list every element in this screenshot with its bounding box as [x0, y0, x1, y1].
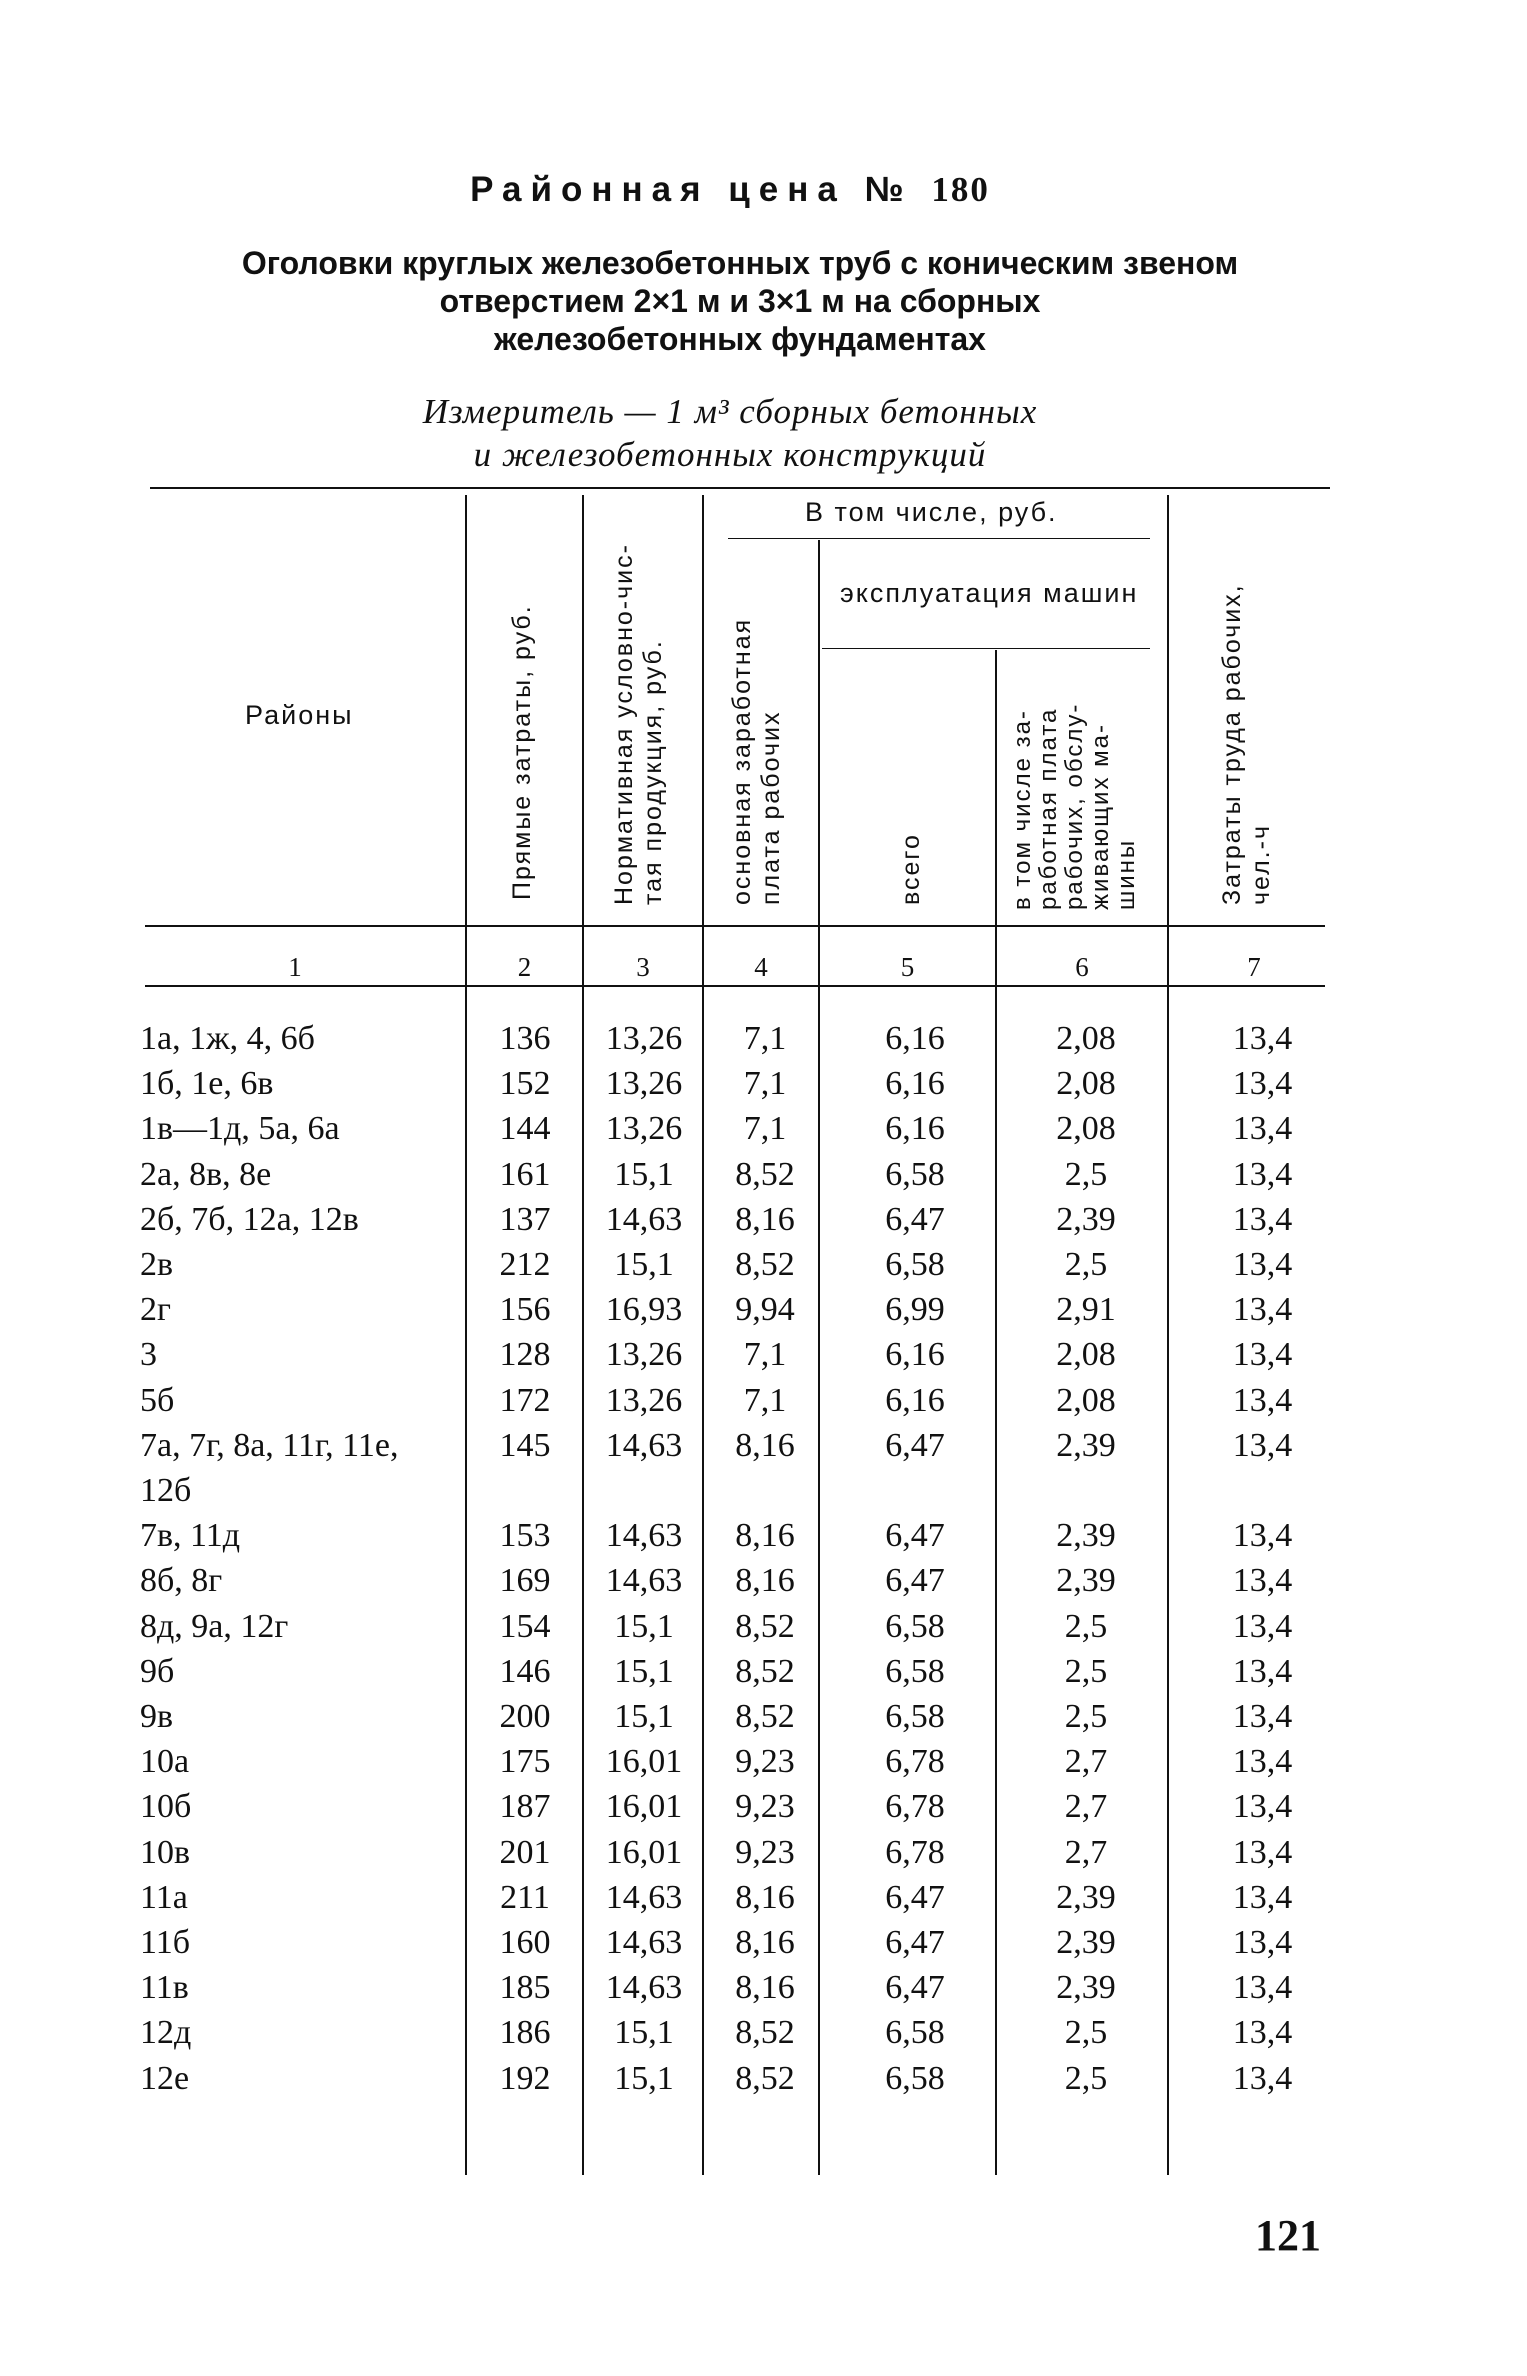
machine-wage-cell: 2,39	[1056, 1969, 1116, 2006]
subtitle-line: отверстием 2×1 м и 3×1 м на сборных	[439, 283, 1041, 319]
direct-costs-cell: 144	[499, 1110, 551, 1147]
base-wage-cell: 7,1	[743, 1336, 787, 1373]
table-row	[0, 1110, 1527, 1155]
table-row	[0, 1382, 1527, 1427]
base-wage-cell: 8,52	[735, 1246, 795, 1283]
region-cell: 10б	[140, 1788, 192, 1825]
base-wage-cell: 7,1	[743, 1065, 787, 1102]
region-cell: 2б, 7б, 12а, 12в	[140, 1201, 359, 1238]
machine-wage-cell: 2,39	[1056, 1201, 1116, 1238]
labor-cell: 13,4	[1232, 1427, 1293, 1464]
normative-net-cell: 15,1	[614, 1156, 674, 1193]
header-regions: Районы	[245, 700, 354, 730]
column-number: 4	[754, 952, 768, 982]
machine-total-cell: 6,16	[885, 1382, 945, 1419]
header-base-wage: основная заработная плата рабочих	[728, 617, 785, 905]
table-row	[0, 2060, 1527, 2105]
table-row	[0, 1562, 1527, 1607]
table-row	[0, 1246, 1527, 1291]
region-cell: 2а, 8в, 8е	[140, 1156, 272, 1193]
table-row	[0, 1608, 1527, 1653]
normative-net-cell: 16,01	[605, 1788, 683, 1825]
table-row	[0, 1698, 1527, 1743]
normative-net-cell: 13,26	[605, 1020, 683, 1057]
base-wage-cell: 8,52	[735, 2014, 795, 2051]
normative-net-cell: 14,63	[605, 1201, 683, 1238]
direct-costs-cell: 172	[499, 1382, 551, 1419]
including-rule	[728, 538, 1150, 539]
region-cell: 10в	[140, 1834, 191, 1871]
region-cell: 1а, 1ж, 4, 6б	[140, 1020, 315, 1057]
machine-total-cell: 6,78	[885, 1743, 945, 1780]
page-title	[0, 170, 1460, 210]
machine-total-cell: 6,47	[885, 1517, 945, 1554]
normative-net-cell: 13,26	[605, 1110, 683, 1147]
table-row	[0, 1065, 1527, 1110]
machine-wage-cell: 2,91	[1056, 1291, 1116, 1328]
base-wage-cell: 7,1	[743, 1020, 787, 1057]
machine-total-cell: 6,47	[885, 1879, 945, 1916]
machine-wage-cell: 2,5	[1064, 2014, 1108, 2051]
labor-cell: 13,4	[1232, 1743, 1293, 1780]
normative-net-cell: 14,63	[605, 1969, 683, 2006]
table-row	[0, 1472, 1527, 1517]
table-row	[0, 1291, 1527, 1336]
normative-net-cell: 16,01	[605, 1743, 683, 1780]
machine-wage-cell: 2,39	[1056, 1879, 1116, 1916]
machine-total-cell: 6,47	[885, 1427, 945, 1464]
table-row	[0, 1156, 1527, 1201]
normative-net-cell: 14,63	[605, 1517, 683, 1554]
machine-wage-cell: 2,08	[1056, 1020, 1116, 1057]
subtitle	[200, 244, 1280, 358]
labor-cell: 13,4	[1232, 1291, 1293, 1328]
direct-costs-cell: 160	[499, 1924, 551, 1961]
table-row	[0, 1517, 1527, 1562]
region-cell: 9в	[140, 1698, 174, 1735]
normative-net-cell: 16,01	[605, 1834, 683, 1871]
table-top-rule	[150, 487, 1330, 489]
machine-total-cell: 6,58	[885, 1698, 945, 1735]
machine-total-cell: 6,16	[885, 1110, 945, 1147]
header-bottom-rule	[145, 925, 1325, 927]
labor-cell: 13,4	[1232, 1879, 1293, 1916]
normative-net-cell: 13,26	[605, 1336, 683, 1373]
base-wage-cell: 8,16	[735, 1427, 795, 1464]
base-wage-cell: 9,94	[735, 1291, 795, 1328]
table-row	[0, 2014, 1527, 2059]
direct-costs-cell: 175	[499, 1743, 551, 1780]
direct-costs-cell: 187	[499, 1788, 551, 1825]
page-number: 121	[1255, 2211, 1321, 2260]
machine-total-cell: 6,47	[885, 1924, 945, 1961]
table-row	[0, 1653, 1527, 1698]
machine-wage-cell: 2,7	[1064, 1788, 1108, 1825]
normative-net-cell: 15,1	[614, 1698, 674, 1735]
machine-total-cell: 6,58	[885, 1608, 945, 1645]
region-cell: 3	[140, 1336, 157, 1373]
machine-total-cell: 6,16	[885, 1020, 945, 1057]
machine-wage-cell: 2,5	[1064, 1653, 1108, 1690]
header-total: всего	[897, 833, 925, 905]
labor-cell: 13,4	[1232, 1698, 1293, 1735]
colnum-bottom-rule	[145, 985, 1325, 987]
normative-net-cell: 13,26	[605, 1382, 683, 1419]
machine-total-cell: 6,47	[885, 1201, 945, 1238]
region-cell: 11б	[140, 1924, 191, 1961]
base-wage-cell: 8,52	[735, 1608, 795, 1645]
direct-costs-cell: 152	[499, 1065, 551, 1102]
direct-costs-cell: 212	[499, 1246, 551, 1283]
region-cell: 11а	[140, 1879, 188, 1916]
table-row	[0, 1924, 1527, 1969]
machine-total-cell: 6,58	[885, 2014, 945, 2051]
machine-wage-cell: 2,08	[1056, 1382, 1116, 1419]
measure-unit	[300, 390, 1160, 476]
machine-wage-cell: 2,5	[1064, 1698, 1108, 1735]
base-wage-cell: 9,23	[735, 1834, 795, 1871]
labor-cell: 13,4	[1232, 1562, 1293, 1599]
labor-cell: 13,4	[1232, 1653, 1293, 1690]
machine-wage-cell: 2,08	[1056, 1336, 1116, 1373]
labor-cell: 13,4	[1232, 1020, 1293, 1057]
labor-cell: 13,4	[1232, 1110, 1293, 1147]
region-cell: 12д	[140, 2014, 192, 2051]
region-cell: 1б, 1е, 6в	[140, 1065, 274, 1102]
machine-total-cell: 6,78	[885, 1834, 945, 1871]
column-number: 1	[288, 952, 302, 982]
normative-net-cell: 13,26	[605, 1065, 683, 1102]
column-number: 3	[636, 952, 650, 982]
header-labor: Затраты труда рабочих, чел.-ч	[1218, 583, 1275, 905]
region-cell: 5б	[140, 1382, 175, 1419]
labor-cell: 13,4	[1232, 1382, 1293, 1419]
direct-costs-cell: 146	[499, 1653, 551, 1690]
region-cell: 10а	[140, 1743, 190, 1780]
machine-wage-cell: 2,39	[1056, 1924, 1116, 1961]
base-wage-cell: 8,52	[735, 2060, 795, 2097]
labor-cell: 13,4	[1232, 1065, 1293, 1102]
header-including: В том числе, руб.	[805, 497, 1058, 527]
labor-cell: 13,4	[1232, 2060, 1293, 2097]
direct-costs-cell: 186	[499, 2014, 551, 2051]
base-wage-cell: 7,1	[743, 1382, 787, 1419]
region-cell: 8д, 9а, 12г	[140, 1608, 289, 1645]
table-row	[0, 1336, 1527, 1381]
direct-costs-cell: 154	[499, 1608, 551, 1645]
header-machine-operation: эксплуатация машин	[840, 578, 1139, 608]
machine-wage-cell: 2,39	[1056, 1427, 1116, 1464]
table-row	[0, 1201, 1527, 1246]
base-wage-cell: 9,23	[735, 1788, 795, 1825]
direct-costs-cell: 153	[499, 1517, 551, 1554]
column-number: 5	[900, 952, 915, 982]
base-wage-cell: 8,16	[735, 1562, 795, 1599]
labor-cell: 13,4	[1232, 1517, 1293, 1554]
direct-costs-cell: 169	[499, 1562, 551, 1599]
direct-costs-cell: 200	[499, 1698, 551, 1735]
normative-net-cell: 15,1	[614, 2060, 674, 2097]
direct-costs-cell: 211	[500, 1879, 550, 1916]
labor-cell: 13,4	[1232, 1608, 1293, 1645]
direct-costs-cell: 145	[499, 1427, 551, 1464]
machine-wage-cell: 2,39	[1056, 1562, 1116, 1599]
region-cell: 9б	[140, 1653, 175, 1690]
region-cell: 7в, 11д	[140, 1517, 241, 1554]
machine-total-cell: 6,47	[885, 1562, 945, 1599]
base-wage-cell: 8,16	[735, 1201, 795, 1238]
machine-total-cell: 6,78	[885, 1788, 945, 1825]
region-cell: 7а, 7г, 8а, 11г, 11е,	[140, 1427, 399, 1464]
table-row	[0, 1834, 1527, 1879]
column-number: 6	[1075, 952, 1089, 982]
machine-total-cell: 6,58	[885, 1653, 945, 1690]
direct-costs-cell: 161	[499, 1156, 551, 1193]
column-number: 2	[517, 952, 532, 982]
measure-line: Измеритель — 1 м³ сборных бетонных	[422, 392, 1038, 431]
header-machine-wage: в том числе за- работная плата рабочих, обслу- живающих ма- шины	[1009, 702, 1140, 910]
machine-total-cell: 6,58	[885, 1156, 945, 1193]
base-wage-cell: 8,52	[735, 1653, 795, 1690]
region-cell: 12б	[140, 1472, 192, 1509]
subtitle-line: Оголовки круглых железобетонных труб с коническим звеном	[241, 245, 1239, 281]
table-row	[0, 1879, 1527, 1924]
direct-costs-cell: 137	[499, 1201, 551, 1238]
normative-net-cell: 16,93	[605, 1291, 683, 1328]
machine-wage-cell: 2,5	[1064, 1246, 1108, 1283]
base-wage-cell: 8,16	[735, 1517, 795, 1554]
region-cell: 8б, 8г	[140, 1562, 223, 1599]
normative-net-cell: 14,63	[605, 1879, 683, 1916]
direct-costs-cell: 128	[499, 1336, 551, 1373]
labor-cell: 13,4	[1232, 1336, 1293, 1373]
table-row	[0, 1969, 1527, 2014]
region-cell: 1в—1д, 5а, 6а	[140, 1110, 340, 1147]
machine-wage-cell: 2,5	[1064, 1608, 1108, 1645]
direct-costs-cell: 201	[499, 1834, 551, 1871]
header-direct-costs: Прямые затраты, руб.	[508, 604, 536, 900]
normative-net-cell: 15,1	[614, 1653, 674, 1690]
base-wage-cell: 8,52	[735, 1698, 795, 1735]
machine-wage-cell: 2,7	[1064, 1834, 1108, 1871]
labor-cell: 13,4	[1232, 1788, 1293, 1825]
header-normative-net: Нормативная условно-чис- тая продукция, руб.	[610, 543, 667, 905]
machine-wage-cell: 2,39	[1056, 1517, 1116, 1554]
machine-rule	[822, 648, 1150, 649]
table-row	[0, 1020, 1527, 1065]
table-row	[0, 1788, 1527, 1833]
base-wage-cell: 8,16	[735, 1969, 795, 2006]
direct-costs-cell: 156	[499, 1291, 551, 1328]
title-prefix: Районная цена №	[470, 170, 913, 209]
machine-total-cell: 6,16	[885, 1336, 945, 1373]
labor-cell: 13,4	[1232, 1969, 1293, 2006]
machine-wage-cell: 2,08	[1056, 1065, 1116, 1102]
table-row	[0, 1743, 1527, 1788]
normative-net-cell: 14,63	[605, 1562, 683, 1599]
base-wage-cell: 7,1	[743, 1110, 787, 1147]
machine-total-cell: 6,58	[885, 1246, 945, 1283]
machine-total-cell: 6,16	[885, 1065, 945, 1102]
base-wage-cell: 8,16	[735, 1879, 795, 1916]
region-cell: 11в	[140, 1969, 189, 2006]
labor-cell: 13,4	[1232, 1834, 1293, 1871]
normative-net-cell: 15,1	[614, 1246, 674, 1283]
base-wage-cell: 8,16	[735, 1924, 795, 1961]
normative-net-cell: 15,1	[614, 2014, 674, 2051]
base-wage-cell: 9,23	[735, 1743, 795, 1780]
machine-wage-cell: 2,5	[1064, 1156, 1108, 1193]
region-cell: 12е	[140, 2060, 190, 2097]
labor-cell: 13,4	[1232, 1924, 1293, 1961]
table-row	[0, 1427, 1527, 1472]
direct-costs-cell: 136	[499, 1020, 551, 1057]
machine-total-cell: 6,47	[885, 1969, 945, 2006]
machine-total-cell: 6,58	[885, 2060, 945, 2097]
labor-cell: 13,4	[1232, 1246, 1293, 1283]
region-cell: 2г	[140, 1291, 171, 1328]
measure-line: и железобетонных конструкций	[473, 435, 987, 474]
labor-cell: 13,4	[1232, 2014, 1293, 2051]
normative-net-cell: 14,63	[605, 1924, 683, 1961]
normative-net-cell: 14,63	[605, 1427, 683, 1464]
machine-wage-cell: 2,08	[1056, 1110, 1116, 1147]
direct-costs-cell: 185	[499, 1969, 551, 2006]
machine-wage-cell: 2,7	[1064, 1743, 1108, 1780]
labor-cell: 13,4	[1232, 1201, 1293, 1238]
subtitle-line: железобетонных фундаментах	[494, 321, 986, 357]
title-number: 180	[931, 170, 990, 209]
region-cell: 2в	[140, 1246, 174, 1283]
base-wage-cell: 8,52	[735, 1156, 795, 1193]
column-number: 7	[1247, 952, 1261, 982]
normative-net-cell: 15,1	[614, 1608, 674, 1645]
machine-wage-cell: 2,5	[1064, 2060, 1108, 2097]
direct-costs-cell: 192	[499, 2060, 551, 2097]
labor-cell: 13,4	[1232, 1156, 1293, 1193]
machine-total-cell: 6,99	[885, 1291, 945, 1328]
